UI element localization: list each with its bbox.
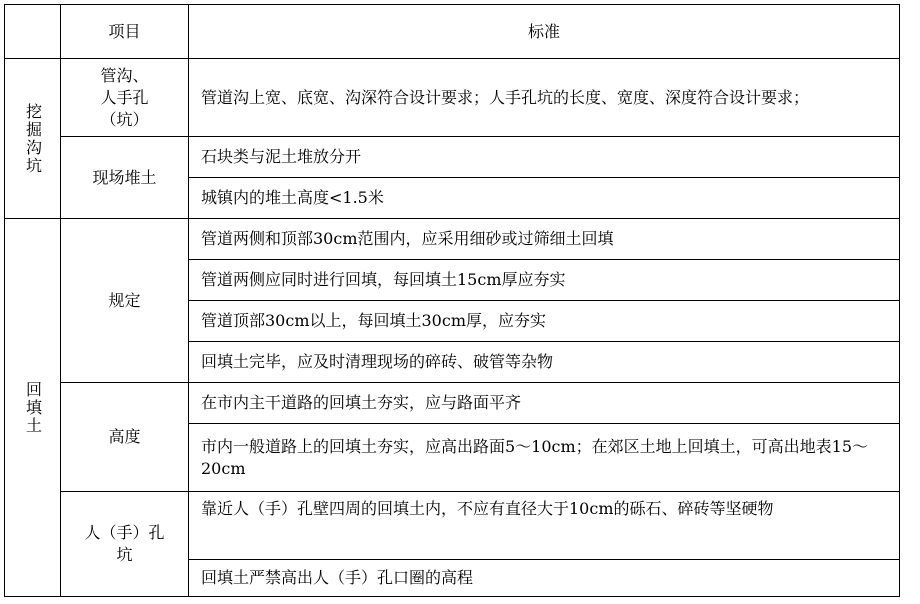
standard-cell bbox=[189, 59, 899, 136]
group-label-text: 现场堆土 bbox=[92, 167, 157, 187]
standard-cell bbox=[189, 178, 899, 218]
header-standard bbox=[189, 5, 899, 58]
group-label-text: 高度 bbox=[108, 427, 141, 446]
standard-cell bbox=[189, 137, 899, 177]
standard-cell bbox=[189, 219, 899, 259]
group-label-line: 坑 bbox=[116, 545, 133, 564]
standard-cell bbox=[189, 342, 899, 382]
section-label-backfill bbox=[5, 219, 60, 596]
group-label-text: 规定 bbox=[108, 290, 141, 310]
standard-cell bbox=[189, 260, 899, 300]
group-label-rules bbox=[61, 219, 188, 382]
standard-text: 管道两侧和顶部30cm范围内，应采用细砂或过筛细土回填 bbox=[201, 229, 614, 248]
group-label-line: 管沟、 bbox=[100, 65, 149, 85]
section-label-text: 挖掘沟坑 bbox=[23, 102, 43, 175]
section-label-excavation bbox=[5, 59, 60, 218]
group-label-line: （坑） bbox=[100, 109, 149, 129]
standard-text: 石块类与泥土堆放分开 bbox=[201, 147, 362, 166]
standard-text: 城镇内的堆土高度<1.5米 bbox=[201, 188, 384, 207]
table-border-bottom bbox=[4, 596, 900, 597]
group-label-height bbox=[61, 383, 188, 491]
standard-cell bbox=[189, 424, 899, 491]
standard-text: 回填土完毕，应及时清理现场的碎砖、破管等杂物 bbox=[201, 352, 554, 371]
header-standard-label: 标准 bbox=[527, 21, 560, 41]
group-label-manhole bbox=[61, 492, 188, 596]
standard-text: 管道两侧应同时进行回填，每回填土15cm厚应夯实 bbox=[201, 270, 566, 289]
standard-text: 在市内主干道路的回填土夯实，应与路面平齐 bbox=[201, 393, 522, 412]
standard-text: 市内一般道路上的回填土夯实，应高出路面5～10cm；在郊区土地上回填土，可高出地表15～20cm bbox=[201, 436, 869, 478]
standard-text: 管道顶部30cm以上，每回填土30cm厚，应夯实 bbox=[201, 311, 546, 330]
group-label-line: 人（手）孔 bbox=[84, 523, 165, 542]
section-label-text: 回填土 bbox=[23, 380, 43, 435]
group-label-trench bbox=[61, 59, 188, 136]
group-label-spoil bbox=[61, 137, 188, 218]
standard-text: 管道沟上宽、底宽、沟深符合设计要求；人手孔坑的长度、宽度、深度符合设计要求； bbox=[201, 87, 810, 107]
standard-cell bbox=[189, 560, 899, 596]
group-label-line: 人手孔 bbox=[100, 87, 149, 107]
standard-cell bbox=[189, 301, 899, 341]
standard-cell bbox=[189, 492, 899, 559]
standard-text: 靠近人（手）孔壁四周的回填土内，不应有直径大于10cm的砾石、碎砖等坚硬物 bbox=[201, 499, 774, 518]
standard-text: 回填土严禁高出人（手）孔口圈的高程 bbox=[201, 568, 474, 587]
header-item bbox=[61, 5, 188, 58]
table-border-right bbox=[899, 4, 900, 596]
standard-cell bbox=[189, 383, 899, 423]
header-item-label: 项目 bbox=[108, 21, 141, 41]
